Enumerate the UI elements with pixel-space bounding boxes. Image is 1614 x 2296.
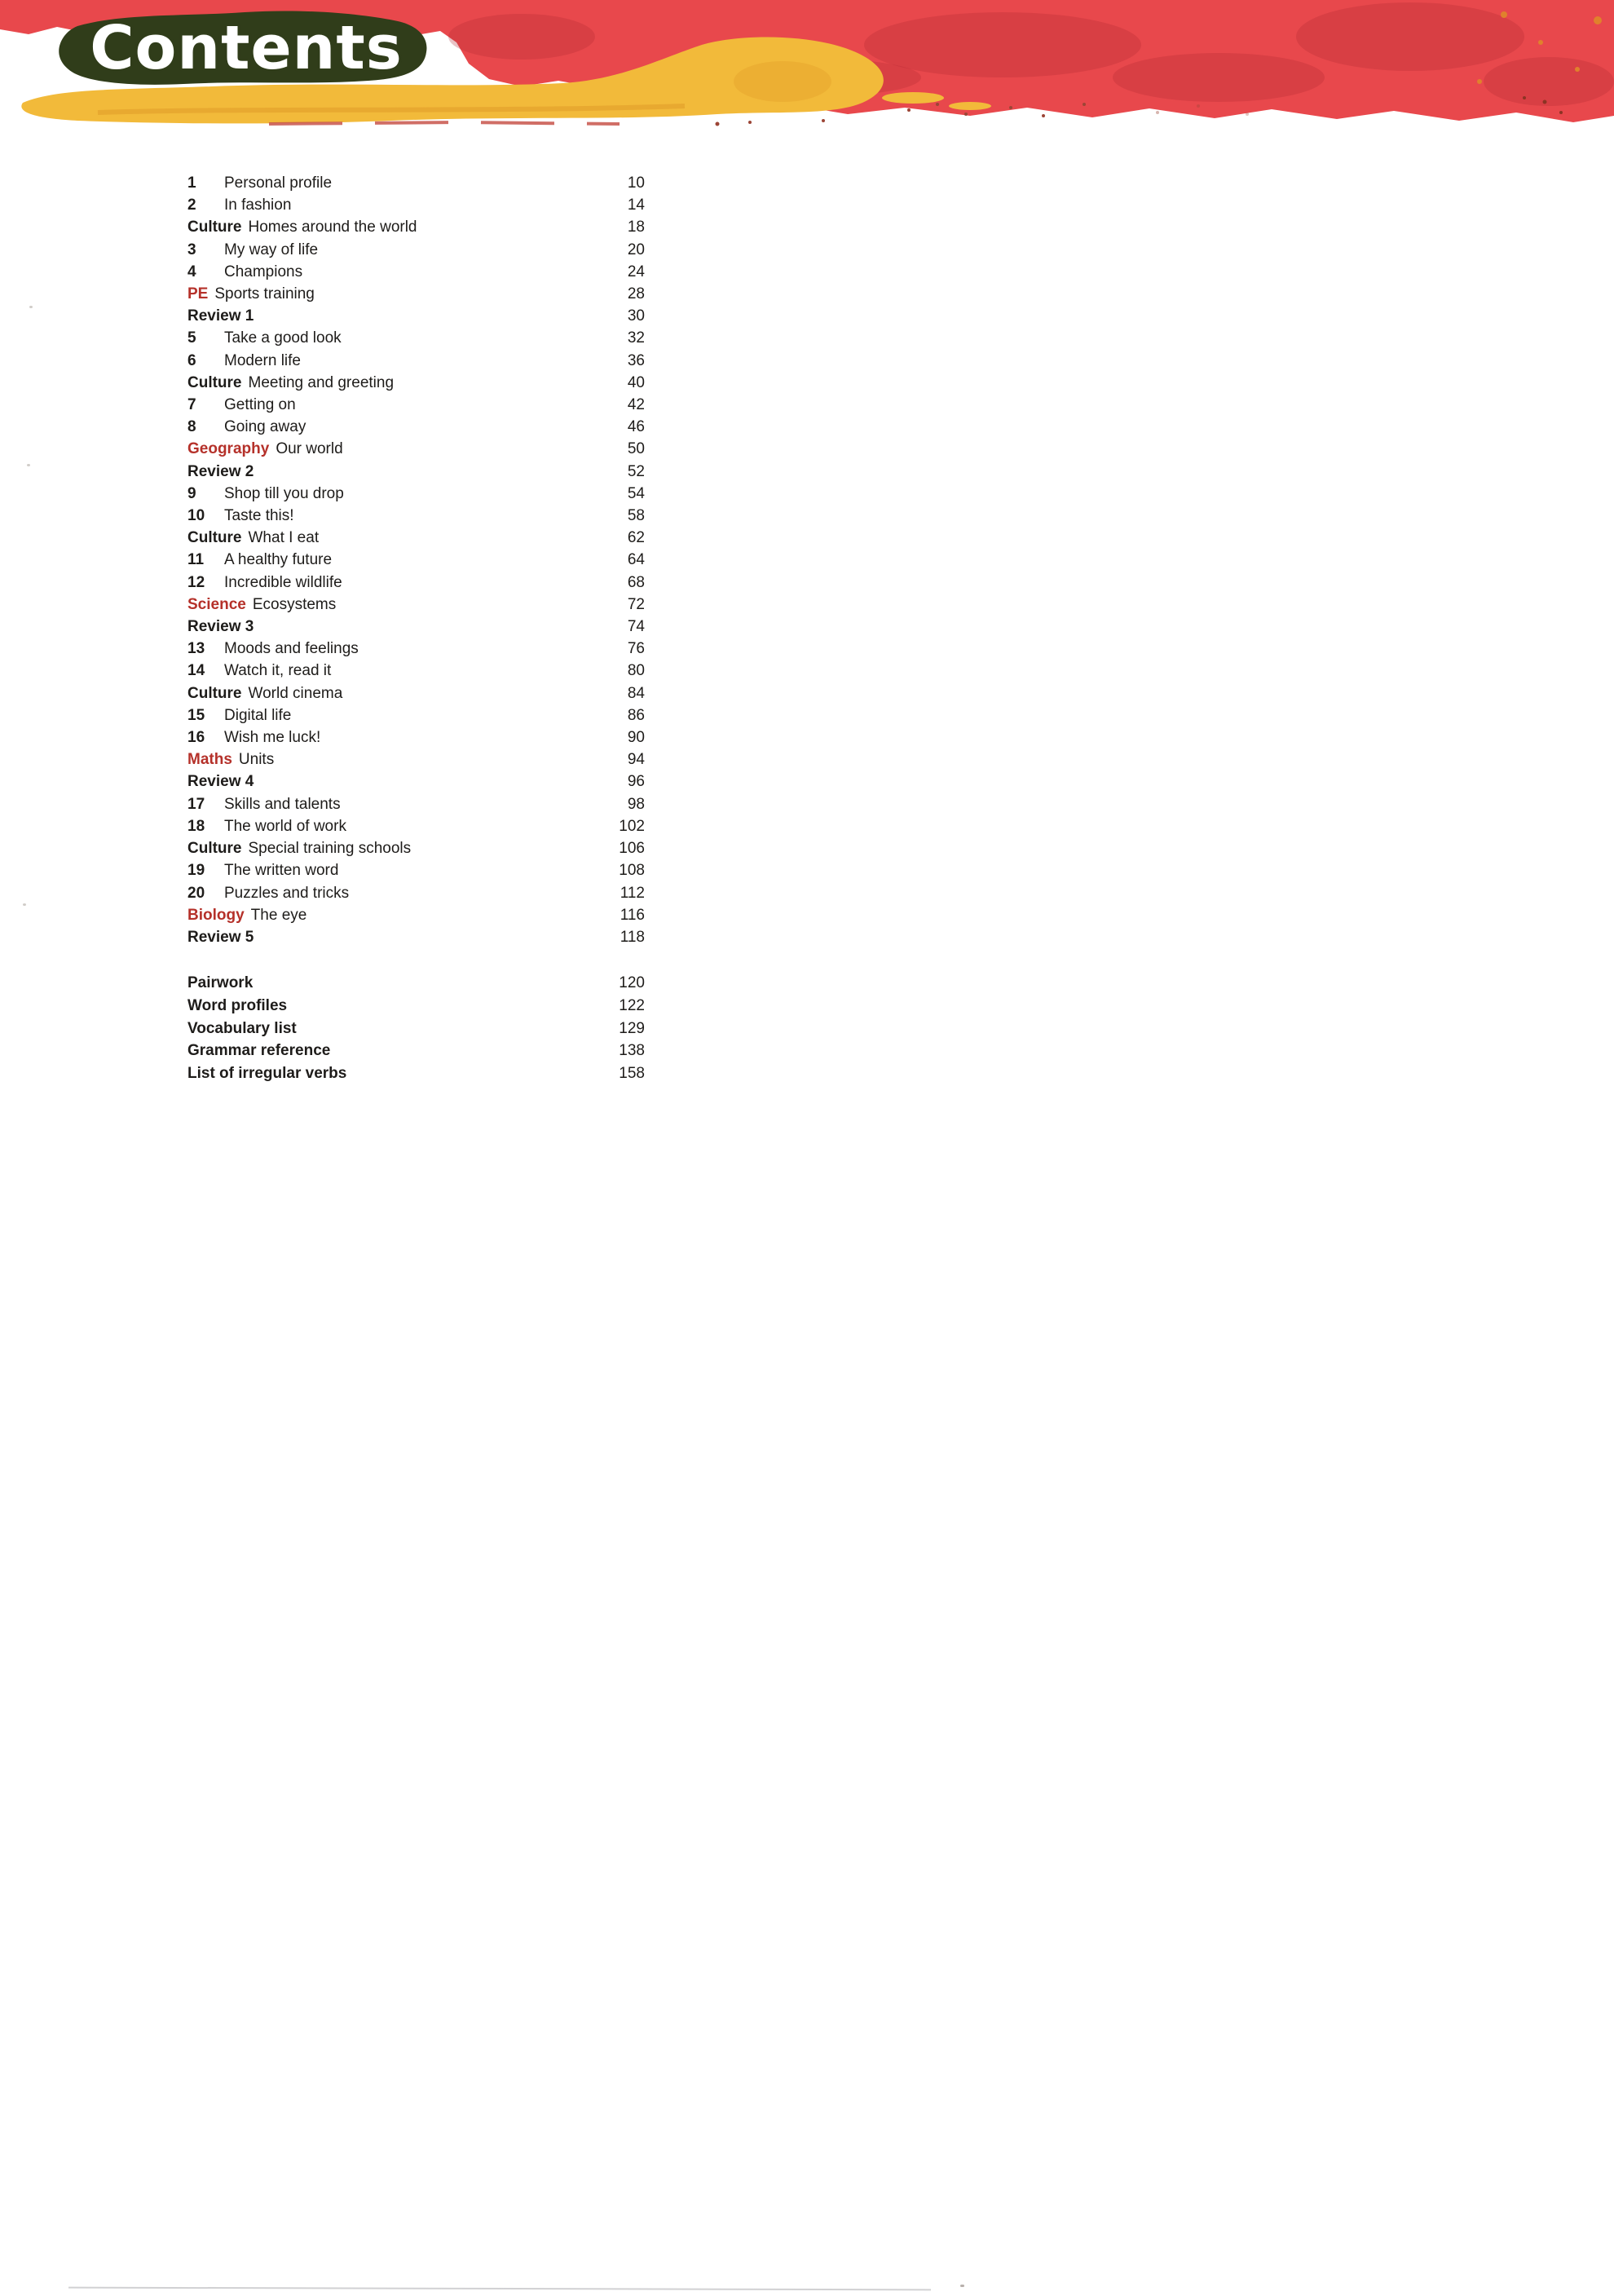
entry-page: 62 <box>627 529 645 547</box>
toc-entry-row <box>187 461 645 483</box>
entry-title: Word profiles <box>187 996 288 1014</box>
entry-title: World cinema <box>248 684 343 702</box>
toc-entry-row <box>187 394 645 416</box>
entry-page: 64 <box>627 551 645 569</box>
toc-entry-row <box>187 172 645 194</box>
review-label: Review 4 <box>187 773 254 791</box>
entry-title: Moods and feelings <box>224 640 359 658</box>
entry-title: Meeting and greeting <box>248 373 395 391</box>
entry-title: The written word <box>224 862 339 880</box>
entry-page: 96 <box>627 773 645 791</box>
entry-title: Watch it, read it <box>224 662 332 680</box>
toc-entry-row <box>187 483 645 505</box>
entry-page: 106 <box>619 840 645 858</box>
entry-title: Sports training <box>214 285 315 303</box>
entry-page: 158 <box>619 1064 645 1082</box>
entry-number: 3 <box>187 241 196 258</box>
scan-speck <box>960 2285 964 2287</box>
entry-page: 50 <box>627 440 645 458</box>
toc-entry-row <box>187 327 645 349</box>
entry-page: 52 <box>627 462 645 480</box>
entry-title: Ecosystems <box>252 595 337 613</box>
toc-entry-row <box>187 726 645 748</box>
toc-entry-row <box>187 815 645 837</box>
toc-entry-row <box>187 904 645 926</box>
entry-title: Modern life <box>224 351 301 369</box>
entry-page: 30 <box>627 307 645 325</box>
toc-entry-row <box>187 527 645 549</box>
entry-page: 76 <box>627 640 645 658</box>
entry-title: What I eat <box>248 529 320 547</box>
toc-entry-row <box>187 882 645 904</box>
entry-page: 68 <box>627 573 645 591</box>
review-label: Review 2 <box>187 462 254 480</box>
culture-label: Culture <box>187 529 242 547</box>
entry-page: 116 <box>620 906 645 924</box>
entry-page: 28 <box>627 285 645 303</box>
entry-title: Skills and talents <box>224 795 341 813</box>
toc-entry-row <box>187 926 645 948</box>
entry-title: Puzzles and tricks <box>224 884 350 902</box>
toc-extra-row <box>187 1062 645 1085</box>
review-label: Review 1 <box>187 307 254 325</box>
entry-page: 86 <box>627 706 645 724</box>
entry-page: 72 <box>627 595 645 613</box>
toc-entry-row <box>187 283 645 305</box>
entry-page: 54 <box>627 484 645 502</box>
entry-page: 120 <box>619 974 645 992</box>
toc-entry-row <box>187 438 645 460</box>
toc-entry-row <box>187 638 645 660</box>
entry-number: 8 <box>187 418 196 436</box>
culture-label: Culture <box>187 219 242 236</box>
entry-title: The eye <box>250 906 307 924</box>
toc-entry-row <box>187 416 645 438</box>
entry-page: 80 <box>627 662 645 680</box>
entry-title: Special training schools <box>248 840 412 858</box>
entry-page: 98 <box>627 795 645 813</box>
entry-title: In fashion <box>224 196 292 214</box>
entry-number: 6 <box>187 351 196 369</box>
toc-extras <box>187 972 645 1085</box>
entry-title: Units <box>238 751 275 769</box>
entry-page: 32 <box>627 329 645 347</box>
entry-title: Going away <box>224 418 306 436</box>
toc-entry-row <box>187 748 645 770</box>
entry-number: 18 <box>187 817 205 835</box>
entry-number: 2 <box>187 196 196 214</box>
entry-number: 7 <box>187 396 196 414</box>
toc-entry-row <box>187 216 645 238</box>
entry-page: 122 <box>619 996 645 1014</box>
scan-speck <box>29 306 33 308</box>
entry-page: 90 <box>627 729 645 747</box>
entry-number: 9 <box>187 484 196 502</box>
entry-number: 11 <box>187 551 205 569</box>
entry-page: 102 <box>619 817 645 835</box>
page-title: Contents <box>90 13 403 83</box>
scan-speck <box>27 464 30 466</box>
entry-number: 4 <box>187 263 196 280</box>
header-artwork <box>0 0 1614 143</box>
entry-page: 112 <box>620 884 645 902</box>
entry-page: 108 <box>619 862 645 880</box>
toc-entry-row <box>187 194 645 216</box>
entry-number: 15 <box>187 706 205 724</box>
entry-page: 84 <box>627 684 645 702</box>
entry-page: 58 <box>627 507 645 525</box>
subject-label: Maths <box>187 751 232 769</box>
culture-label: Culture <box>187 373 242 391</box>
entry-title: Shop till you drop <box>224 484 344 502</box>
entry-title: My way of life <box>224 241 319 258</box>
entry-number: 14 <box>187 662 205 680</box>
entry-title: Digital life <box>224 706 292 724</box>
entry-number: 17 <box>187 795 205 813</box>
toc-entry-row <box>187 239 645 261</box>
toc-entry-row <box>187 704 645 726</box>
culture-label: Culture <box>187 684 242 702</box>
entry-page: 24 <box>627 263 645 280</box>
entry-number: 5 <box>187 329 196 347</box>
entry-title: Wish me luck! <box>224 729 321 747</box>
table-of-contents <box>187 172 645 1085</box>
toc-entry-row <box>187 770 645 793</box>
toc-list <box>187 172 645 948</box>
toc-extra-row <box>187 1018 645 1040</box>
entry-page: 129 <box>619 1019 645 1037</box>
entry-page: 138 <box>619 1042 645 1060</box>
entry-number: 16 <box>187 729 205 747</box>
entry-title: Personal profile <box>224 174 333 192</box>
entry-title: Pairwork <box>187 974 254 992</box>
review-label: Review 5 <box>187 928 254 946</box>
review-label: Review 3 <box>187 618 254 636</box>
entry-page: 94 <box>627 751 645 769</box>
toc-entry-row <box>187 572 645 594</box>
scan-speck <box>23 903 26 906</box>
entry-title: Take a good look <box>224 329 342 347</box>
toc-entry-row <box>187 305 645 327</box>
entry-number: 13 <box>187 640 205 658</box>
entry-title: Taste this! <box>224 507 294 525</box>
entry-page: 20 <box>627 241 645 258</box>
entry-number: 1 <box>187 174 196 192</box>
entry-title: A healthy future <box>224 551 333 569</box>
entry-page: 74 <box>627 618 645 636</box>
toc-entry-row <box>187 505 645 527</box>
toc-entry-row <box>187 793 645 815</box>
entry-number: 19 <box>187 862 205 880</box>
toc-entry-row <box>187 837 645 859</box>
toc-entry-row <box>187 594 645 616</box>
toc-extra-row <box>187 995 645 1018</box>
toc-entry-row <box>187 859 645 881</box>
entry-page: 14 <box>627 196 645 214</box>
entry-title: Vocabulary list <box>187 1019 297 1037</box>
toc-extra-row <box>187 972 645 995</box>
entry-title: Grammar reference <box>187 1042 331 1060</box>
entry-title: Incredible wildlife <box>224 573 342 591</box>
entry-number: 12 <box>187 573 205 591</box>
entry-page: 40 <box>627 373 645 391</box>
toc-entry-row <box>187 549 645 571</box>
entry-title: Getting on <box>224 396 296 414</box>
entry-page: 118 <box>620 928 645 946</box>
entry-page: 18 <box>627 219 645 236</box>
subject-label: Science <box>187 595 246 613</box>
toc-entry-row <box>187 660 645 682</box>
entry-page: 46 <box>627 418 645 436</box>
entry-page: 42 <box>627 396 645 414</box>
entry-number: 20 <box>187 884 205 902</box>
entry-title: The world of work <box>224 817 346 835</box>
toc-extra-row <box>187 1040 645 1062</box>
entry-title: Our world <box>276 440 343 458</box>
toc-entry-row <box>187 372 645 394</box>
culture-label: Culture <box>187 840 242 858</box>
subject-label: Biology <box>187 906 245 924</box>
entry-title: Champions <box>224 263 303 280</box>
entry-page: 36 <box>627 351 645 369</box>
toc-entry-row <box>187 616 645 638</box>
subject-label: PE <box>187 285 209 303</box>
toc-entry-row <box>187 682 645 704</box>
subject-label: Geography <box>187 440 270 458</box>
toc-entry-row <box>187 350 645 372</box>
toc-entry-row <box>187 261 645 283</box>
entry-title: List of irregular verbs <box>187 1064 347 1082</box>
scan-artifact-line <box>68 2287 931 2291</box>
entry-title: Homes around the world <box>248 219 417 236</box>
entry-page: 10 <box>627 174 645 192</box>
entry-number: 10 <box>187 507 205 525</box>
